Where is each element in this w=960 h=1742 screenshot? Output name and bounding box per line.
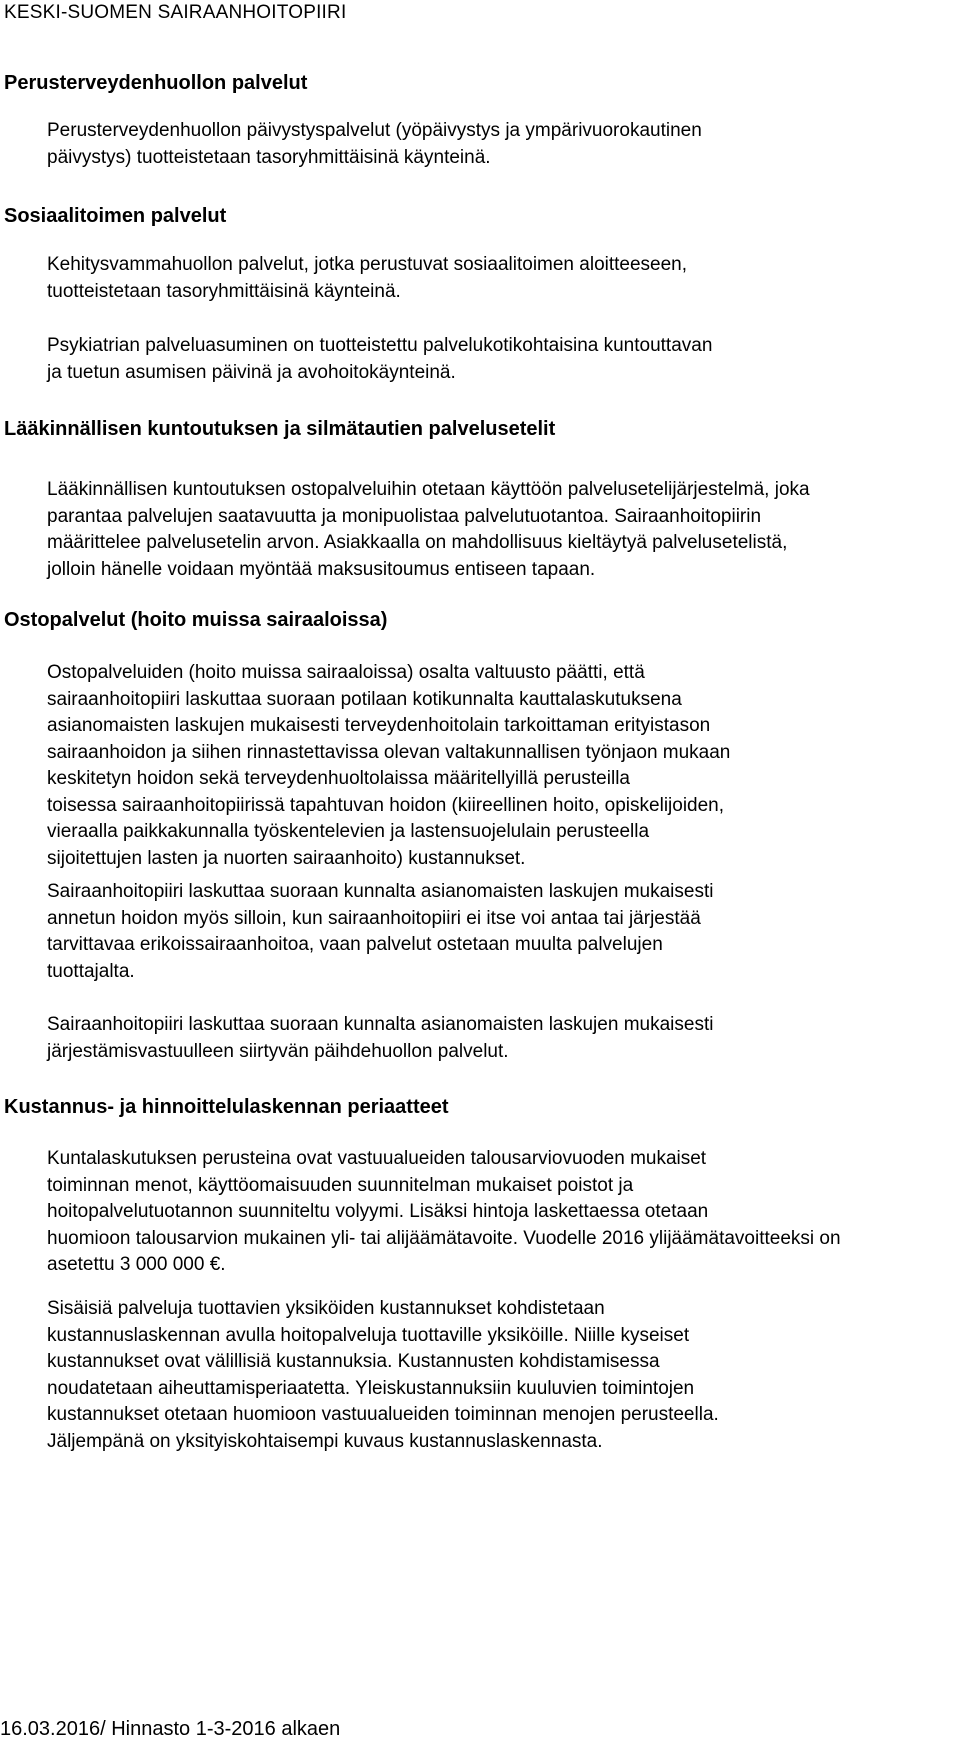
text-line: määrittelee palvelusetelin arvon. Asiakkaalla on mahdollisuus kieltäytyä palvelusetelistä, <box>47 532 788 553</box>
text-line: kustannukset otetaan huomioon vastuualueiden toiminnan menojen perusteella. <box>47 1404 719 1425</box>
text-line: annetun hoidon myös silloin, kun sairaanhoitopiiri ei itse voi antaa tai järjestää <box>47 907 701 929</box>
paragraph <box>47 1012 947 1065</box>
text-line: toisessa sairaanhoitopiirissä tapahtuvan hoidon (kiireellinen hoito, opiskelijoiden, <box>47 794 725 816</box>
text-line: Perusterveydenhuollon päivystyspalvelut (yöpäivystys ja ympärivuorokautinen <box>47 120 702 141</box>
section-heading-palvelusetelit: Lääkinnällisen kuntoutuksen ja silmätautien palvelusetelit <box>4 418 556 440</box>
section-heading-ostopalvelut: Ostopalvelut (hoito muissa sairaaloissa) <box>4 609 388 631</box>
paragraph <box>47 477 947 583</box>
text-line: jolloin hänelle voidaan myöntää maksusitoumus entiseen tapaan. <box>47 558 596 580</box>
text-line: tuottajalta. <box>47 960 135 982</box>
text-line: sairaanhoitopiiri laskuttaa suoraan potilaan kotikunnalta kauttalaskutuksena <box>47 688 682 710</box>
text-line: asetettu 3 000 000 €. <box>47 1254 226 1275</box>
text-line: tuotteistetaan tasoryhmittäisinä käynteinä. <box>47 280 401 302</box>
text-line: kustannuslaskennan avulla hoitopalveluja tuottaville yksiköille. Niille kyseiset <box>47 1324 690 1346</box>
section-heading-kustannuslaskenta: Kustannus- ja hinnoittelulaskennan periaatteet <box>4 1096 449 1118</box>
text-line: Sairaanhoitopiiri laskuttaa suoraan kunnalta asianomaisten laskujen mukaisesti <box>47 881 714 902</box>
text-line: Kehitysvammahuollon palvelut, jotka perustuvat sosiaalitoimen aloitteeseen, <box>47 254 688 275</box>
paragraph <box>47 252 947 305</box>
text-line: Jäljempänä on yksityiskohtaisempi kuvaus kustannuslaskennasta. <box>47 1430 603 1452</box>
text-line: kustannukset ovat välillisiä kustannuksia. Kustannusten kohdistamisessa <box>47 1351 660 1372</box>
section-heading-perusterveydenhuolto: Perusterveydenhuollon palvelut <box>4 72 308 94</box>
text-line: parantaa palvelujen saatavuutta ja monipuolistaa palvelutuotantoa. Sairaanhoitopiirin <box>47 505 762 527</box>
paragraph <box>47 1146 947 1279</box>
text-line: noudatetaan aiheuttamisperiaatetta. Yleiskustannuksiin kuuluvien toimintojen <box>47 1377 695 1399</box>
document-header: KESKI-SUOMEN SAIRAANHOITOPIIRI <box>4 2 347 23</box>
paragraph <box>47 333 947 386</box>
text-line: asianomaisten laskujen mukaisesti terveydenhoitolain tarkoittaman erityistason <box>47 715 711 736</box>
text-line: Sairaanhoitopiiri laskuttaa suoraan kunnalta asianomaisten laskujen mukaisesti <box>47 1014 714 1035</box>
text-line: sairaanhoidon ja siihen rinnastettavissa olevan valtakunnallisen työnjaon mukaan <box>47 741 731 763</box>
text-line: Ostopalveluiden (hoito muissa sairaaloissa) osalta valtuusto päätti, että <box>47 662 645 683</box>
text-line: Lääkinnällisen kuntoutuksen ostopalveluihin otetaan käyttöön palvelusetelijärjestelmä, joka <box>47 479 810 500</box>
text-line: toiminnan menot, käyttöomaisuuden suunnitelman mukaiset poistot ja <box>47 1174 634 1196</box>
text-line: vieraalla paikkakunnalla työskentelevien ja lastensuojelulain perusteella <box>47 821 650 842</box>
paragraph <box>47 1296 947 1455</box>
text-line: huomioon talousarvion mukainen yli- tai alijäämätavoite. Vuodelle 2016 ylijäämätavoitteeksi on <box>47 1227 841 1249</box>
text-line: sijoitettujen lasten ja nuorten sairaanhoito) kustannukset. <box>47 847 526 869</box>
paragraph <box>47 118 947 171</box>
text-line: päivystys) tuotteistetaan tasoryhmittäisinä käynteinä. <box>47 146 491 168</box>
text-line: ja tuetun asumisen päivinä ja avohoitokäynteinä. <box>47 361 456 383</box>
text-line: hoitopalvelutuotannon suunniteltu volyymi. Lisäksi hintoja laskettaessa otetaan <box>47 1201 709 1222</box>
section-heading-sosiaalitoimi: Sosiaalitoimen palvelut <box>4 205 227 227</box>
text-line: tarvittavaa erikoissairaanhoitoa, vaan palvelut ostetaan muulta palvelujen <box>47 934 663 955</box>
document-footer: 16.03.2016/ Hinnasto 1-3-2016 alkaen <box>0 1718 341 1740</box>
text-line: keskitetyn hoidon sekä terveydenhuoltolaissa määritellyillä perusteilla <box>47 768 630 789</box>
text-line: Psykiatrian palveluasuminen on tuotteistettu palvelukotikohtaisina kuntouttavan <box>47 335 713 356</box>
text-line: Sisäisiä palveluja tuottavien yksiköiden kustannukset kohdistetaan <box>47 1298 605 1319</box>
text-line: järjestämisvastuulleen siirtyvän päihdehuollon palvelut. <box>47 1040 509 1062</box>
paragraph <box>47 660 947 872</box>
text-line: Kuntalaskutuksen perusteina ovat vastuualueiden talousarviovuoden mukaiset <box>47 1148 707 1169</box>
paragraph <box>47 879 947 985</box>
